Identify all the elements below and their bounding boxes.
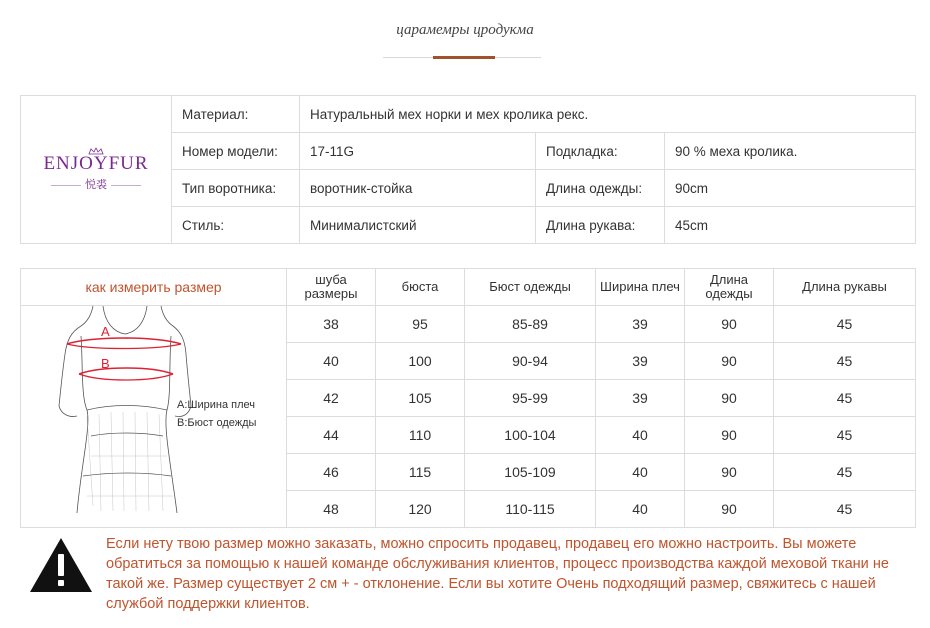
spec-value-model: 17-11G xyxy=(300,133,536,170)
brand-logo xyxy=(43,147,148,192)
legend-a: A:Ширина плеч xyxy=(177,399,255,411)
col-header-length: Длина одежды xyxy=(685,269,774,306)
cell-bust: 95 xyxy=(376,306,465,343)
cell-size: 44 xyxy=(287,417,376,454)
cell-size: 48 xyxy=(287,491,376,528)
spec-label-model: Номер модели: xyxy=(172,133,300,170)
spec-label-sleeve: Длина рукава: xyxy=(536,207,665,244)
cell-bust: 105 xyxy=(376,380,465,417)
cell-garment-bust: 105-109 xyxy=(465,454,596,491)
legend-b: B:Бюст одежды xyxy=(177,417,257,429)
cell-garment-bust: 90-94 xyxy=(465,343,596,380)
cell-size: 46 xyxy=(287,454,376,491)
spec-value-lining: 90 % меха кролика. xyxy=(665,133,916,170)
cell-sleeve: 45 xyxy=(774,491,916,528)
cell-bust: 115 xyxy=(376,454,465,491)
warning-icon xyxy=(28,536,94,594)
cell-size: 40 xyxy=(287,343,376,380)
cell-shoulder: 39 xyxy=(596,380,685,417)
table-row xyxy=(21,306,916,343)
cell-sleeve: 45 xyxy=(774,454,916,491)
spec-label-style: Стиль: xyxy=(172,207,300,244)
cell-length: 90 xyxy=(685,417,774,454)
mark-a: A xyxy=(101,324,110,339)
cell-bust: 100 xyxy=(376,343,465,380)
title-accent-bar xyxy=(433,56,495,59)
cell-length: 90 xyxy=(685,491,774,528)
cell-length: 90 xyxy=(685,380,774,417)
brand-logo-cell xyxy=(21,96,172,244)
cell-sleeve: 45 xyxy=(774,380,916,417)
cell-size: 38 xyxy=(287,306,376,343)
size-chart-table xyxy=(20,268,916,528)
measure-figure-cell xyxy=(21,306,287,528)
how-to-measure-title: как измерить размер xyxy=(21,269,287,306)
col-header-garment-bust: Бюст одежды xyxy=(465,269,596,306)
cell-length: 90 xyxy=(685,343,774,380)
product-specs-table xyxy=(20,95,916,244)
cell-bust: 110 xyxy=(376,417,465,454)
cell-sleeve: 45 xyxy=(774,306,916,343)
cell-shoulder: 40 xyxy=(596,454,685,491)
spec-value-sleeve: 45cm xyxy=(665,207,916,244)
measure-legend xyxy=(177,396,256,432)
spec-label-length: Длина одежды: xyxy=(536,170,665,207)
cell-length: 90 xyxy=(685,454,774,491)
cell-shoulder: 40 xyxy=(596,491,685,528)
logo-text: ENJOYFUR xyxy=(43,153,149,174)
spec-value-material: Натуральный мех норки и мех кролика рекс. xyxy=(300,96,916,133)
cell-shoulder: 39 xyxy=(596,343,685,380)
logo-subtitle: 悦裘 xyxy=(43,176,148,192)
col-header-coat-size: шуба размеры xyxy=(287,269,376,306)
size-notice-text: Если нету твою размер можно заказать, можно спросить продавец, продавец его можно настроить. Вы можете обратиться за помощью к нашей команде обслуживания клиентов, процесс производства каждой меховой ткани не такой же. Размер существует 2 см + - отклонение. Если вы хотите Очень подходящий размер, свяжитесь с нашей службой поддержки клиентов. xyxy=(106,536,889,612)
page-title: царамемры цродукма xyxy=(396,22,534,38)
spec-label-lining: Подкладка: xyxy=(536,133,665,170)
cell-garment-bust: 100-104 xyxy=(465,417,596,454)
col-header-shoulder-width: Ширина плеч xyxy=(596,269,685,306)
cell-size: 42 xyxy=(287,380,376,417)
cell-length: 90 xyxy=(685,306,774,343)
mark-b: B xyxy=(101,356,110,371)
cell-sleeve: 45 xyxy=(774,417,916,454)
col-header-sleeve-length: Длина рукавы xyxy=(774,269,916,306)
spec-label-collar: Тип воротника: xyxy=(172,170,300,207)
cell-shoulder: 40 xyxy=(596,417,685,454)
cell-garment-bust: 110-115 xyxy=(465,491,596,528)
cell-sleeve: 45 xyxy=(774,343,916,380)
spec-value-length: 90cm xyxy=(665,170,916,207)
cell-garment-bust: 85-89 xyxy=(465,306,596,343)
spec-value-collar: воротник-стойка xyxy=(300,170,536,207)
col-header-bust: бюста xyxy=(376,269,465,306)
cell-bust: 120 xyxy=(376,491,465,528)
spec-value-style: Минималистский xyxy=(300,207,536,244)
cell-garment-bust: 95-99 xyxy=(465,380,596,417)
cell-shoulder: 39 xyxy=(596,306,685,343)
spec-label-material: Материал: xyxy=(172,96,300,133)
